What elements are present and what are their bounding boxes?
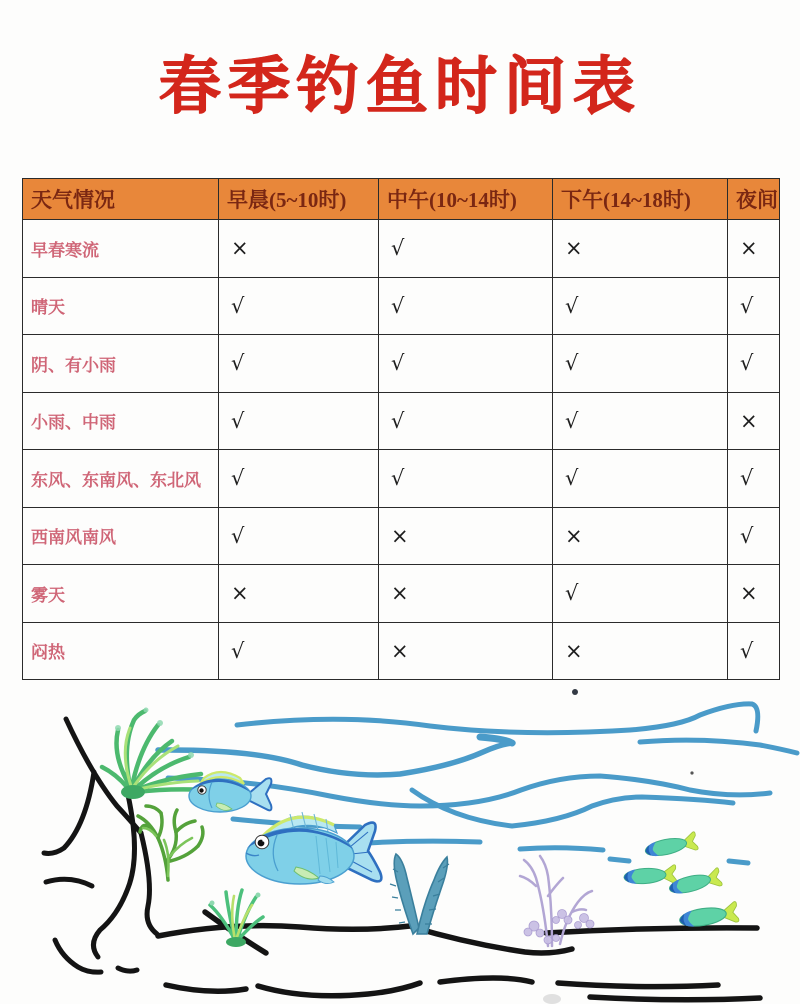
green-fish-school-icon xyxy=(623,832,739,931)
watermark-blob xyxy=(543,994,561,1004)
row-label: 小雨、中雨 xyxy=(23,392,219,450)
green-anemone-seaweed-icon xyxy=(102,708,209,800)
mark-cell: √ xyxy=(379,335,553,393)
mark-cell: √ xyxy=(553,277,728,335)
mark-cell: √ xyxy=(379,450,553,508)
col-header-afternoon: 下午(14~18时) xyxy=(553,179,728,220)
row-label: 早春寒流 xyxy=(23,220,219,278)
mark-cell: × xyxy=(553,622,728,680)
mark-cell: √ xyxy=(219,392,379,450)
mark-cell: × xyxy=(553,220,728,278)
ink-dot-small xyxy=(690,771,693,774)
mark-cell: × xyxy=(553,507,728,565)
mark-cell: √ xyxy=(553,335,728,393)
mark-cell: √ xyxy=(219,277,379,335)
mark-cell: × xyxy=(219,220,379,278)
mark-cell: √ xyxy=(379,392,553,450)
table-row xyxy=(23,507,780,565)
table-row xyxy=(23,450,780,508)
mark-cell: × xyxy=(379,565,553,623)
col-header-morning: 早晨(5~10时) xyxy=(219,179,379,220)
mark-cell: × xyxy=(728,392,780,450)
row-label: 东风、东南风、东北风 xyxy=(23,450,219,508)
table-row xyxy=(23,277,780,335)
table-row xyxy=(23,565,780,623)
mark-cell: √ xyxy=(728,450,780,508)
fishing-time-table xyxy=(22,178,780,680)
mark-cell: √ xyxy=(219,507,379,565)
col-header-weather: 天气情况 xyxy=(23,179,219,220)
mark-cell: × xyxy=(728,565,780,623)
mark-cell: × xyxy=(219,565,379,623)
mark-cell: √ xyxy=(728,335,780,393)
mark-cell: √ xyxy=(379,220,553,278)
mark-cell: √ xyxy=(553,565,728,623)
row-label: 晴天 xyxy=(23,277,219,335)
table-row xyxy=(23,335,780,393)
row-label: 阴、有小雨 xyxy=(23,335,219,393)
mark-cell: √ xyxy=(728,507,780,565)
table-row xyxy=(23,622,780,680)
col-header-noon: 中午(10~14时) xyxy=(379,179,553,220)
mark-cell: √ xyxy=(553,392,728,450)
table-row xyxy=(23,220,780,278)
mark-cell: √ xyxy=(553,450,728,508)
table-row xyxy=(23,392,780,450)
mark-cell: √ xyxy=(219,335,379,393)
water-current-lines xyxy=(158,704,797,863)
mark-cell: × xyxy=(379,622,553,680)
mark-cell: √ xyxy=(219,450,379,508)
mark-cell: √ xyxy=(379,277,553,335)
seafloor-strokes xyxy=(158,912,760,1000)
underwater-illustration xyxy=(0,686,800,1004)
mark-cell: √ xyxy=(728,277,780,335)
mark-cell: √ xyxy=(728,622,780,680)
mark-cell: × xyxy=(728,220,780,278)
mark-cell: × xyxy=(379,507,553,565)
page-title: 春季钓鱼时间表 xyxy=(158,49,642,122)
table-header-row xyxy=(23,179,780,220)
row-label: 闷热 xyxy=(23,622,219,680)
teal-kelp-icon xyxy=(390,854,449,934)
col-header-night: 夜间 xyxy=(728,179,780,220)
ink-dot xyxy=(572,689,578,695)
row-label: 雾天 xyxy=(23,565,219,623)
mark-cell: √ xyxy=(219,622,379,680)
row-label: 西南风南风 xyxy=(23,507,219,565)
